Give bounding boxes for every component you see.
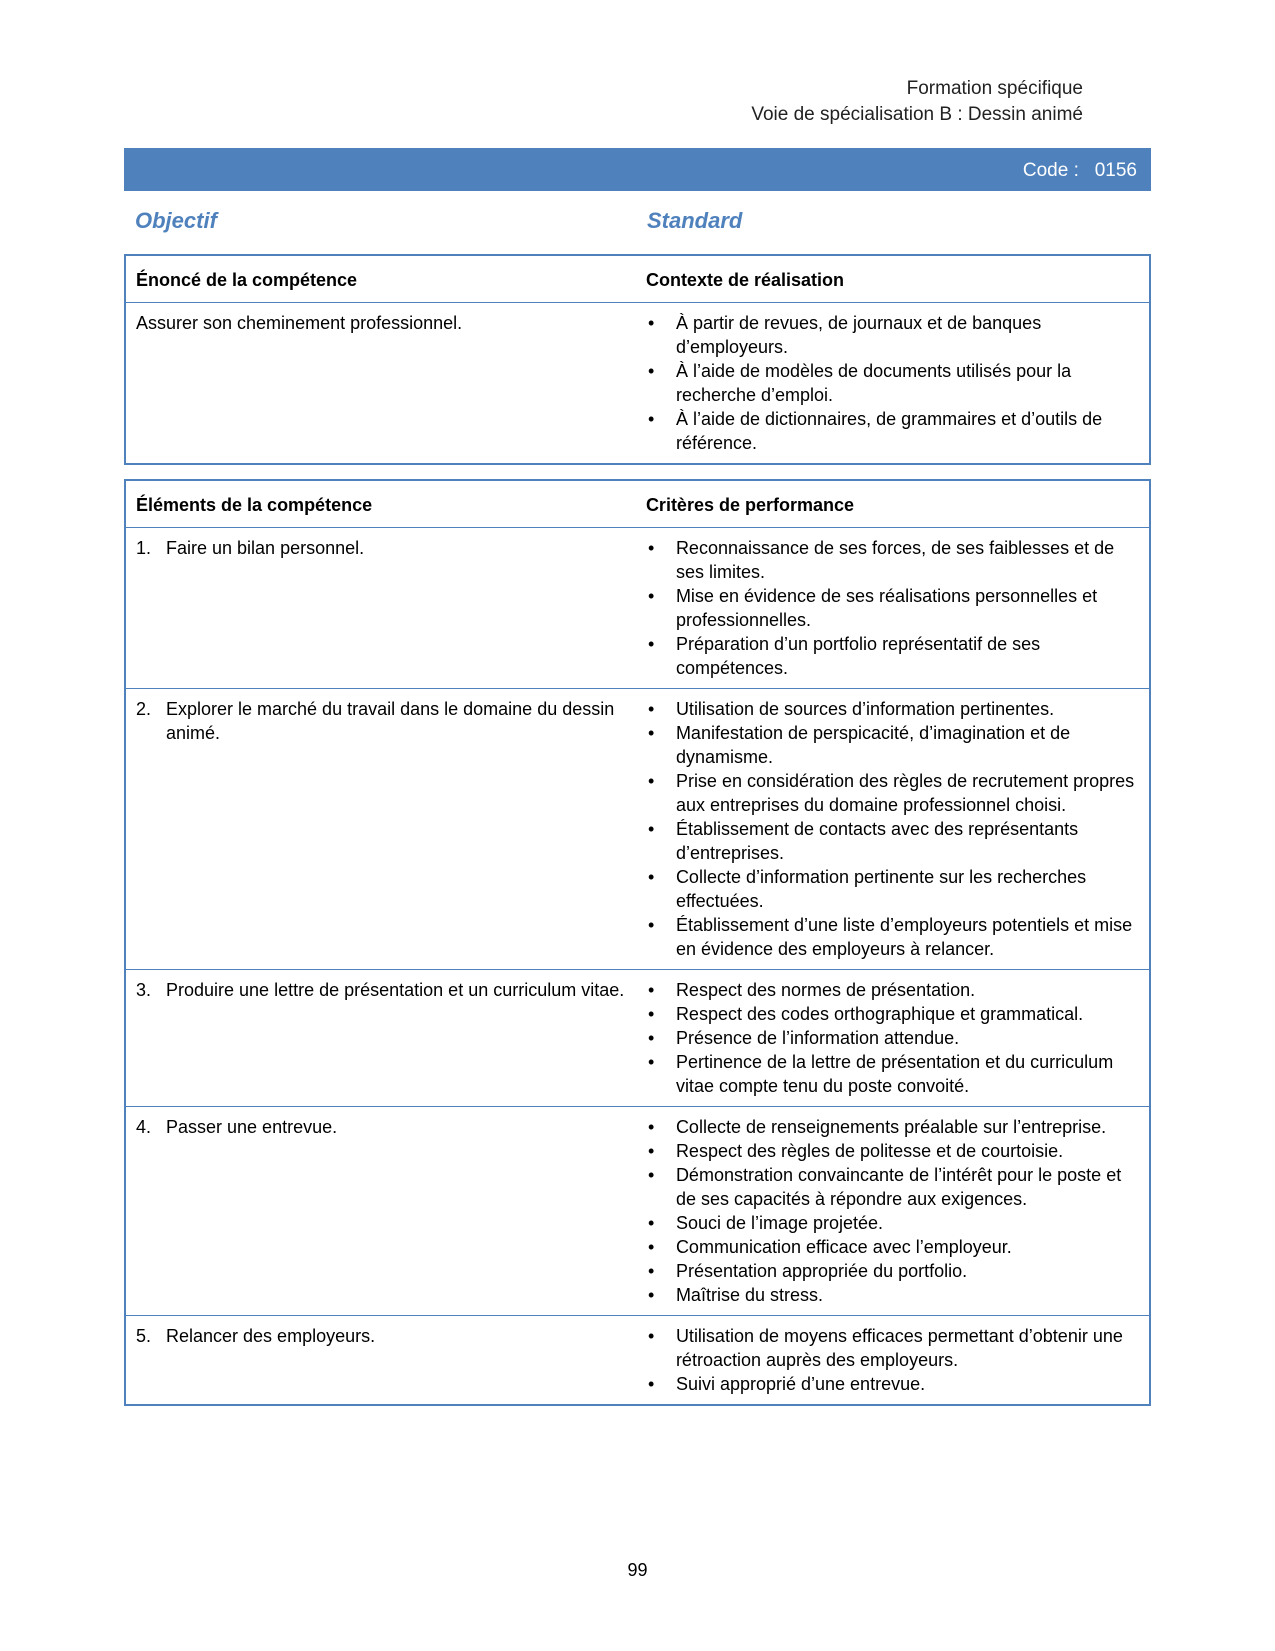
page-number: 99 — [627, 1560, 648, 1580]
criteria-cell — [636, 528, 1150, 689]
competence-table-header — [125, 255, 1150, 303]
criteria-list — [646, 697, 1141, 961]
criteria-cell — [636, 1316, 1150, 1406]
table-row — [125, 528, 1150, 689]
elements-table — [124, 479, 1151, 1406]
competence-statement-header: Énoncé de la compétence — [125, 255, 636, 303]
criteria-item: • Démonstration convaincante de l’intérêt pour le poste et de ses capacités à répondre aux exigences. — [646, 1163, 1141, 1211]
element-number: 1. — [136, 538, 152, 558]
code-value: 0156 — [1094, 160, 1137, 181]
criteria-item: • Reconnaissance de ses forces, de ses faiblesses et de ses limites. — [646, 536, 1141, 584]
table-row — [125, 970, 1150, 1107]
standard-label: Standard — [647, 208, 743, 233]
criteria-item: • Mise en évidence de ses réalisations personnelles et professionnelles. — [646, 584, 1141, 632]
criteria-item: • Souci de l’image projetée. — [646, 1211, 1141, 1235]
criteria-cell — [636, 1107, 1150, 1316]
element-cell — [125, 1316, 636, 1406]
competence-table — [124, 254, 1151, 465]
criteria-cell — [636, 689, 1150, 970]
criteria-list — [646, 978, 1141, 1098]
criteria-cell — [636, 970, 1150, 1107]
element-text: Relancer des employeurs. — [166, 1326, 376, 1346]
criteria-item: • Collecte d’information pertinente sur les recherches effectuées. — [646, 865, 1141, 913]
element-text: Explorer le marché du travail dans le domaine du dessin animé. — [166, 699, 615, 743]
element-cell — [125, 1107, 636, 1316]
elements-header: Éléments de la compétence — [125, 480, 636, 528]
criteria-list — [646, 536, 1141, 680]
element-number: 4. — [136, 1117, 152, 1137]
criteria-item: • Communication efficace avec l’employeur. — [646, 1235, 1141, 1259]
table-row — [125, 1316, 1150, 1406]
criteria-item: • Manifestation de perspicacité, d’imagination et de dynamisme. — [646, 721, 1141, 769]
code-bar — [124, 148, 1151, 191]
objective-label: Objectif — [135, 208, 217, 233]
criteria-item: • Respect des codes orthographique et grammatical. — [646, 1002, 1141, 1026]
header-specialization: Voie de spécialisation B : Dessin animé — [751, 104, 1083, 125]
criteria-item: • Prise en considération des règles de recrutement propres aux entreprises du domaine professionnel choisi. — [646, 769, 1141, 817]
context-header: Contexte de réalisation — [636, 255, 1150, 303]
criteria-header: Critères de performance — [636, 480, 1150, 528]
context-item: • À partir de revues, de journaux et de banques d’employeurs. — [646, 311, 1141, 359]
element-text: Produire une lettre de présentation et un curriculum vitae. — [166, 980, 625, 1000]
context-item: • À l’aide de modèles de documents utilisés pour la recherche d’emploi. — [646, 359, 1141, 407]
element-text: Passer une entrevue. — [166, 1117, 338, 1137]
element-number: 5. — [136, 1326, 152, 1346]
element-number: 3. — [136, 980, 152, 1000]
criteria-item: • Établissement d’une liste d’employeurs potentiels et mise en évidence des employeurs à relancer. — [646, 913, 1141, 961]
criteria-item: • Respect des règles de politesse et de courtoisie. — [646, 1139, 1141, 1163]
context-item: • À l’aide de dictionnaires, de grammaires et d’outils de référence. — [646, 407, 1141, 455]
context-cell — [636, 303, 1150, 465]
criteria-item: • Respect des normes de présentation. — [646, 978, 1141, 1002]
criteria-list — [646, 1324, 1141, 1396]
element-cell — [125, 689, 636, 970]
element-cell — [125, 528, 636, 689]
criteria-item: • Présentation appropriée du portfolio. — [646, 1259, 1141, 1283]
header-program-title: Formation spécifique — [906, 78, 1083, 99]
elements-table-header — [125, 480, 1150, 528]
section-labels — [135, 208, 1135, 236]
table-row — [125, 689, 1150, 970]
context-list — [646, 311, 1141, 455]
code-label: Code : — [1022, 160, 1079, 181]
criteria-item: • Pertinence de la lettre de présentation et du curriculum vitae compte tenu du poste convoité. — [646, 1050, 1141, 1098]
criteria-item: • Établissement de contacts avec des représentants d’entreprises. — [646, 817, 1141, 865]
criteria-item: • Maîtrise du stress. — [646, 1283, 1141, 1307]
competence-table-row — [125, 303, 1150, 465]
table-row — [125, 1107, 1150, 1316]
criteria-item: • Utilisation de moyens efficaces permettant d’obtenir une rétroaction auprès des employeurs. — [646, 1324, 1141, 1372]
element-cell — [125, 970, 636, 1107]
criteria-item: • Présence de l’information attendue. — [646, 1026, 1141, 1050]
criteria-item: • Collecte de renseignements préalable sur l’entreprise. — [646, 1115, 1141, 1139]
element-text: Faire un bilan personnel. — [166, 538, 365, 558]
criteria-item: • Utilisation de sources d’information pertinentes. — [646, 697, 1141, 721]
criteria-item: • Préparation d’un portfolio représentatif de ses compétences. — [646, 632, 1141, 680]
criteria-list — [646, 1115, 1141, 1307]
criteria-item: • Suivi approprié d’une entrevue. — [646, 1372, 1141, 1396]
competence-statement: Assurer son cheminement professionnel. — [136, 313, 463, 333]
element-number: 2. — [136, 699, 152, 719]
